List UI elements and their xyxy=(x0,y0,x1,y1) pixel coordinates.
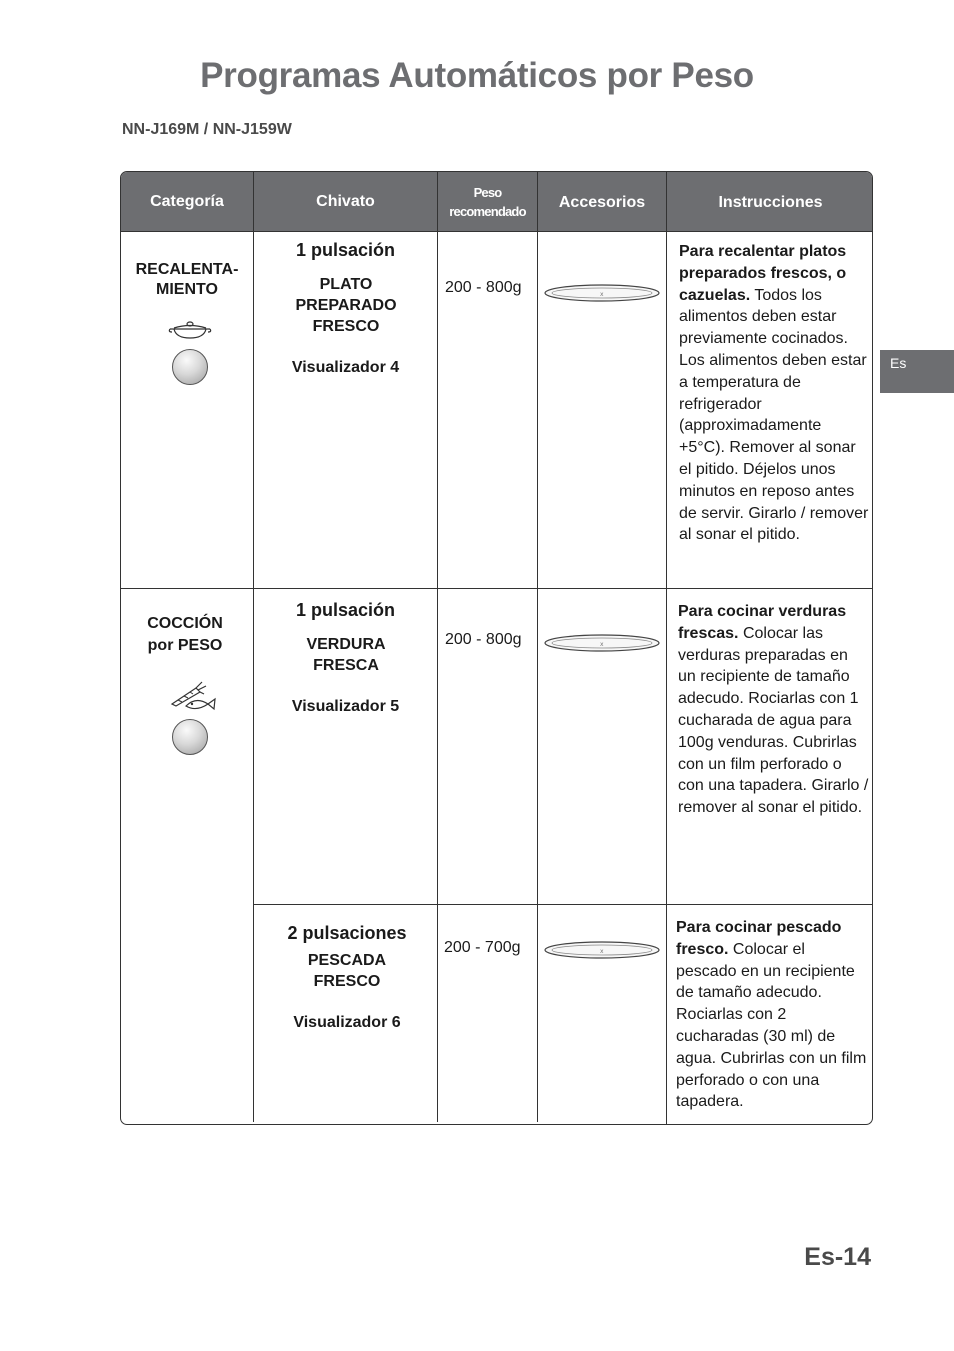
program-table xyxy=(120,171,873,1125)
weight-row3: 200 - 700g xyxy=(444,939,521,956)
header-accesorios: Accesorios xyxy=(558,193,646,211)
instruction-heading: Para recalentar platos preparados frescos, o cazuelas. xyxy=(679,243,847,304)
press-count: 2 pulsaciones xyxy=(287,923,407,943)
category-recalentamiento: RECALENTA- MIENTO xyxy=(135,261,239,298)
header-instrucciones: Instrucciones xyxy=(718,193,823,211)
instructions-row1 xyxy=(679,241,869,546)
dial-knob-icon xyxy=(172,719,208,755)
header-chivato: Chivato xyxy=(316,192,375,210)
dial-knob-icon xyxy=(172,349,208,385)
press-count: 1 pulsación xyxy=(295,240,396,260)
food-label: PLATO PREPARADO FRESCO xyxy=(295,276,397,335)
chivato-row1 xyxy=(254,240,437,378)
chivato-row3 xyxy=(254,923,440,1033)
model-number: NN-J169M / NN-J159W xyxy=(122,121,292,138)
weight-row2: 200 - 800g xyxy=(445,631,522,648)
vegetable-fish-icon xyxy=(166,680,218,716)
food-label: PESCADA FRESCO xyxy=(307,952,387,990)
plate-icon xyxy=(543,632,661,654)
plate-icon xyxy=(543,282,661,304)
instruction-text: Colocar las verduras preparadas en un recipiente de tamaño adecudo. Rociarlas con 1 cucharada de agua para 100g venduras. Cubrirlas con un film perforado o con una tapadera. Girarlo / remover al sonar el pitido. xyxy=(678,624,869,817)
instruction-text: Todos los alimentos deben estar previamente cocinados. Los alimentos deben estar a temperatura de refrigerador (approximadamente +5°C). Remover al sonar el pitido. Déjelos unos minutos en reposo antes de servir. Girarlo / remover al sonar el pitido. xyxy=(679,286,869,544)
svg-text:x: x xyxy=(600,291,604,298)
instruction-text: Colocar el pescado en un recipiente de tamaño adecudo. Rociarlas con 2 cucharadas (30 ml) de agua. Cubrirlas con un film perforado o con una tapadera. xyxy=(676,940,867,1111)
display-label: Visualizador 6 xyxy=(293,1014,401,1031)
chivato-row2 xyxy=(254,600,437,717)
category-coccion: COCCIÓN por PESO xyxy=(147,615,223,654)
language-tab: Es xyxy=(880,350,954,393)
svg-text:x: x xyxy=(600,641,604,648)
weight-row1: 200 - 800g xyxy=(445,279,522,296)
instructions-row2 xyxy=(678,601,870,819)
page-number: Es-14 xyxy=(804,1243,871,1271)
svg-text:x: x xyxy=(600,948,604,955)
header-peso-text: Peso recomendado xyxy=(449,184,526,219)
instructions-row3 xyxy=(676,917,868,1113)
instruction-heading: Para cocinar pescado fresco. xyxy=(676,919,842,958)
press-count: 1 pulsación xyxy=(295,600,396,620)
header-categoria: Categoría xyxy=(150,192,224,210)
food-label: VERDURA FRESCA xyxy=(306,636,386,674)
page-title: Programas Automáticos por Peso xyxy=(200,56,754,95)
display-label: Visualizador 5 xyxy=(291,698,400,715)
covered-dish-icon xyxy=(168,320,212,344)
instruction-heading: Para cocinar verduras frescas. xyxy=(678,603,847,642)
plate-icon xyxy=(543,939,661,961)
display-label: Visualizador 4 xyxy=(291,359,400,376)
header-peso xyxy=(438,172,537,231)
